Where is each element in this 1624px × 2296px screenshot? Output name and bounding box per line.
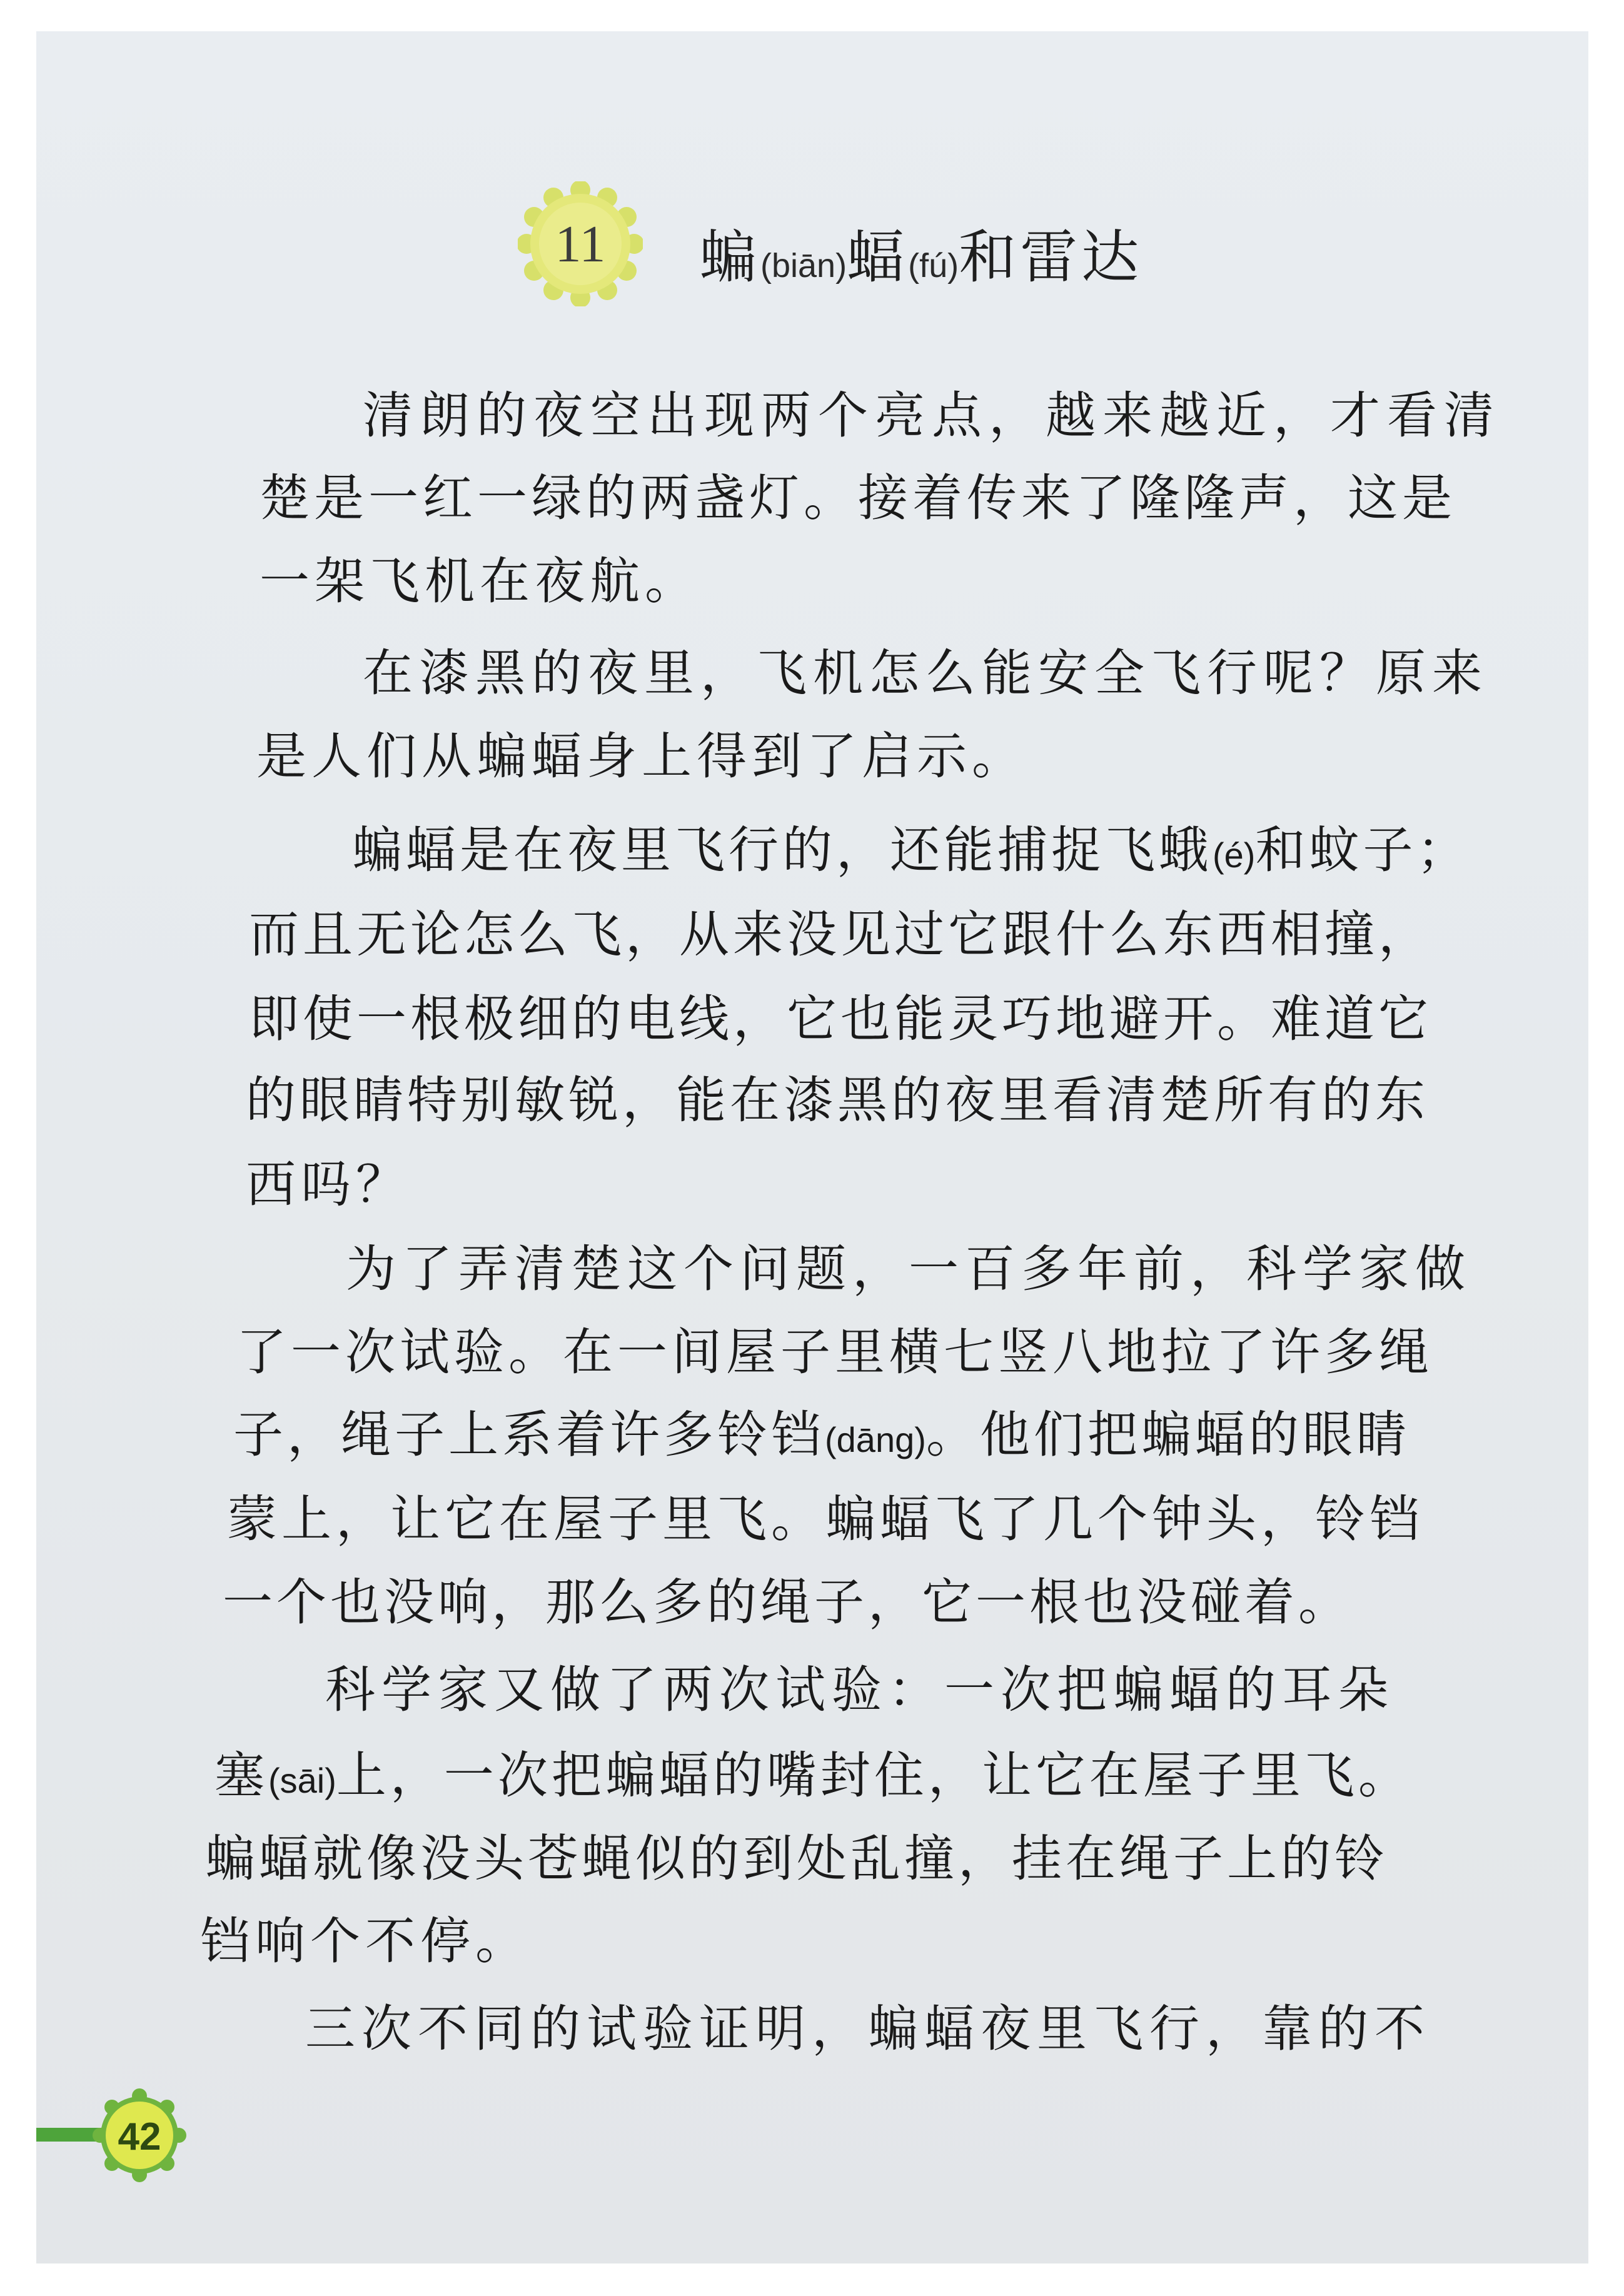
lesson-title-row <box>518 181 1331 319</box>
title-pinyin-bian: (biān) <box>760 247 847 284</box>
text-line: 一架飞机在夜航。 <box>260 552 700 610</box>
text-line: 蝙蝠就像没头苍蝇似的到处乱撞，挂在绳子上的铃 <box>205 1830 1388 1888</box>
text-line: 即使一根极细的电线，它也能灵巧地避开。难道它 <box>249 990 1432 1048</box>
lesson-title <box>699 211 1142 294</box>
text-line: 清朗的夜空出现两个亮点，越来越近，才看清 <box>363 386 1501 445</box>
title-char-bian: 蝙 <box>699 224 761 291</box>
text-line: 三次不同的试验证明，蝙蝠夜里飞行，靠的不 <box>305 2000 1431 2058</box>
text-line: 子，绳子上系着许多铃铛(dāng)。他们把蝙蝠的眼睛 <box>233 1406 1410 1464</box>
title-char-fu: 蝠 <box>847 224 909 291</box>
text-line: 在漆黑的夜里，飞机怎么能安全飞行呢？原来 <box>363 644 1488 702</box>
text-line: 的眼睛特别敏锐，能在漆黑的夜里看清楚所有的东 <box>246 1071 1429 1129</box>
pinyin-sai: (sāi) <box>268 1761 336 1800</box>
textbook-page <box>36 31 1588 2263</box>
text-line: 一个也没响，那么多的绳子，它一根也没碰着。 <box>223 1573 1352 1631</box>
text-line: 蝙蝠是在夜里飞行的，还能捕捉飞蛾(é)和蚊子； <box>352 821 1471 879</box>
text-line: 西吗？ <box>246 1156 411 1214</box>
page-number: 42 <box>118 2115 161 2158</box>
pinyin-dang: (dāng) <box>825 1420 926 1459</box>
text-line: 了一次试验。在一间屋子里横七竖八地拉了许多绳 <box>236 1323 1433 1381</box>
text-line: 而且无论怎么飞，从来没见过它跟什么东西相撞， <box>249 905 1432 964</box>
text-line: 科学家又做了两次试验：一次把蝙蝠的耳朵 <box>325 1661 1395 1719</box>
lesson-number: 11 <box>555 215 606 273</box>
pinyin-e: (é) <box>1213 835 1256 875</box>
title-pinyin-fu: (fú) <box>908 247 959 284</box>
text-line: 为了弄清楚这个问题，一百多年前，科学家做 <box>346 1240 1471 1298</box>
title-rest: 和雷达 <box>959 224 1143 291</box>
text-line: 铛响个不停。 <box>200 1912 530 1970</box>
text-line: 是人们从蝙蝠身上得到了启示。 <box>256 727 1027 785</box>
text-line: 蒙上，让它在屋子里飞。蝙蝠飞了几个钟头，铃铛 <box>227 1490 1424 1548</box>
page-number-badge <box>93 2088 186 2182</box>
text-line: 塞(sāi)上，一次把蝙蝠的嘴封住，让它在屋子里飞。 <box>214 1746 1412 1805</box>
lesson-number-badge <box>518 181 643 306</box>
text-line: 楚是一红一绿的两盏灯。接着传来了隆隆声，这是 <box>260 469 1456 527</box>
